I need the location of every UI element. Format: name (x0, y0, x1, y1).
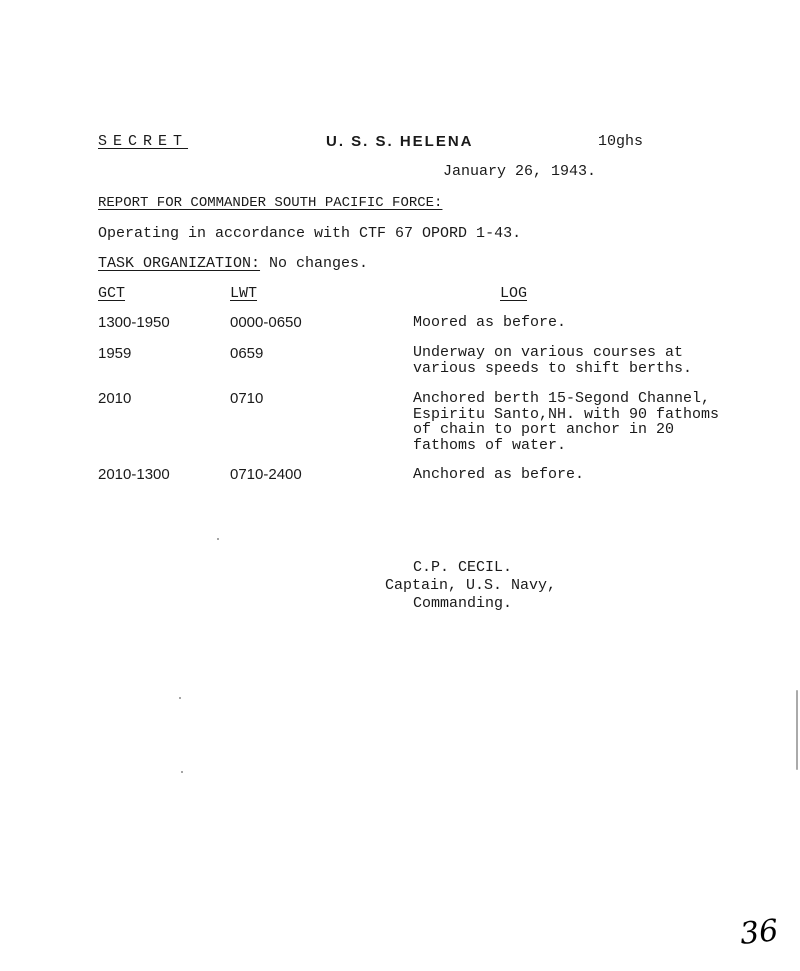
log-line: fathoms of water. (413, 436, 567, 454)
log-line: Moored as before. (413, 314, 567, 331)
signature-rank: Captain, U.S. Navy, (385, 577, 557, 594)
gct-time: 2010-1300 (98, 466, 170, 483)
paper-speck (179, 697, 181, 699)
report-heading: REPORT FOR COMMANDER SOUTH PACIFIC FORCE: (98, 195, 443, 211)
signature-name: C.P. CECIL. (413, 559, 513, 576)
paper-speck (181, 771, 183, 773)
log-entry (413, 467, 584, 483)
lwt-time: 0000-0650 (230, 314, 302, 331)
operating-line: Operating in accordance with CTF 67 OPORD 1-43. (98, 225, 522, 242)
classification-mark: SECRET (98, 133, 189, 150)
column-header-gct: GCT (98, 285, 126, 302)
log-entry (413, 391, 719, 453)
log-line: various speeds to shift berths. (413, 359, 693, 377)
log-line: Espiritu Santo,NH. with 90 fathoms (413, 405, 720, 423)
ship-name: U. S. S. HELENA (326, 133, 474, 150)
page-edge-shadow (796, 690, 798, 770)
log-line: Anchored as before. (413, 466, 585, 483)
signature-role: Commanding. (413, 595, 513, 612)
gct-time: 1959 (98, 345, 132, 362)
report-date: January 26, 1943. (443, 163, 597, 180)
task-organization-line (98, 256, 368, 272)
task-organization-value: No changes. (269, 255, 369, 272)
log-entry (413, 345, 692, 376)
lwt-time: 0710-2400 (230, 466, 302, 483)
log-line: Underway on various courses at (413, 344, 684, 361)
gct-time: 1300-1950 (98, 314, 170, 331)
document-code: 10ghs (598, 133, 644, 150)
column-header-log: LOG (500, 285, 528, 302)
log-line: of chain to port anchor in 20 (413, 421, 675, 438)
log-entry (413, 315, 566, 331)
column-header-lwt: LWT (230, 285, 258, 302)
gct-time: 2010 (98, 390, 132, 407)
paper-speck (217, 538, 219, 540)
log-line: Anchored berth 15-Segond Channel, (413, 390, 711, 407)
task-organization-label: TASK ORGANIZATION: (98, 255, 261, 272)
lwt-time: 0659 (230, 345, 264, 362)
lwt-time: 0710 (230, 390, 264, 407)
page-number: 36 (738, 913, 780, 952)
